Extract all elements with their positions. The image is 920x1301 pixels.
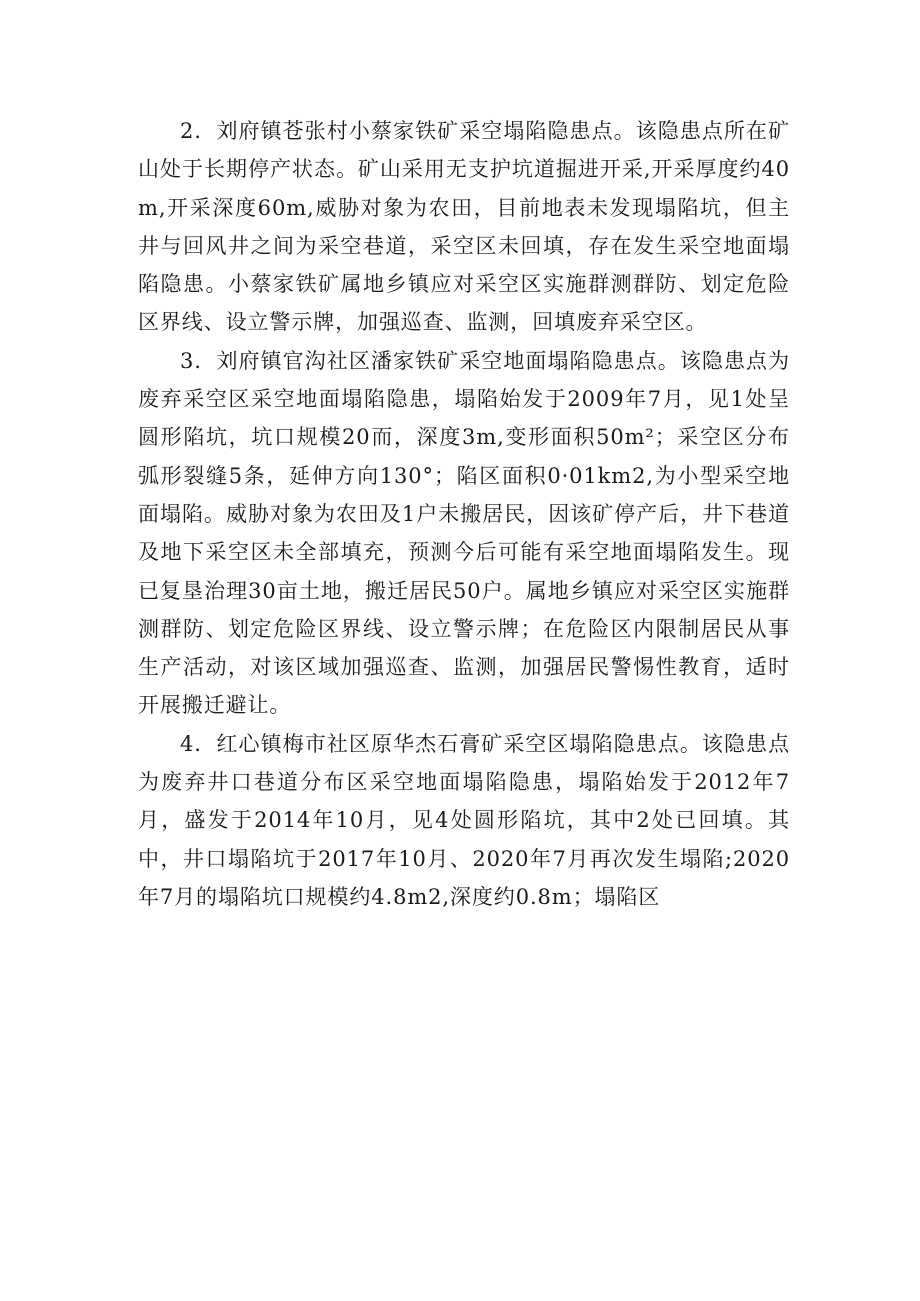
paragraph-item-4: 4．红心镇梅市社区原华杰石膏矿采空区塌陷隐患点。该隐患点为废弃井口巷道分布区采空地面塌陷隐患，塌陷始发于2012年7月，盛发于2014年10月，见4处圆形陷坑，其中2处已回填。其中，井口塌陷坑于2017年10月、2020年7月再次发生塌陷;2020年7月的塌陷坑口规模约4.8m2,深度约0.8m；塌陷区 bbox=[138, 731, 790, 909]
paragraph-item-2: 2．刘府镇苍张村小蔡家铁矿采空塌陷隐患点。该隐患点所在矿山处于长期停产状态。矿山采用无支护坑道掘进开采,开采厚度约40m,开采深度60m,威胁对象为农田，目前地表未发现塌陷坑，但主井与回风井之间为采空巷道，采空区未回填，存在发生采空地面塌陷隐患。小蔡家铁矿属地乡镇应对采空区实施群测群防、划定危险区界线、设立警示牌，加强巡查、监测，回填废弃采空区。 bbox=[138, 119, 790, 335]
paragraph-item-3: 3．刘府镇官沟社区潘家铁矿采空地面塌陷隐患点。该隐患点为废弃采空区采空地面塌陷隐患，塌陷始发于2009年7月，见1处呈圆形陷坑，坑口规模20而，深度3m,变形面积50m²；采空区分布弧形裂缝5条，延伸方向130°；陷区面积0·01km2,为小型采空地面塌陷。威胁对象为农田及1户未搬居民，因该矿停产后，井下巷道及地下采空区未全部填充，预测今后可能有采空地面塌陷发生。现已复垦治理30亩土地，搬迁居民50户。属地乡镇应对采空区实施群测群防、划定危险区界线、设立警示牌；在危险区内限制居民从事生产活动，对该区域加强巡查、监测，加强居民警惕性教育，适时开展搬迁避让。 bbox=[138, 348, 790, 718]
document-body bbox=[138, 112, 790, 916]
